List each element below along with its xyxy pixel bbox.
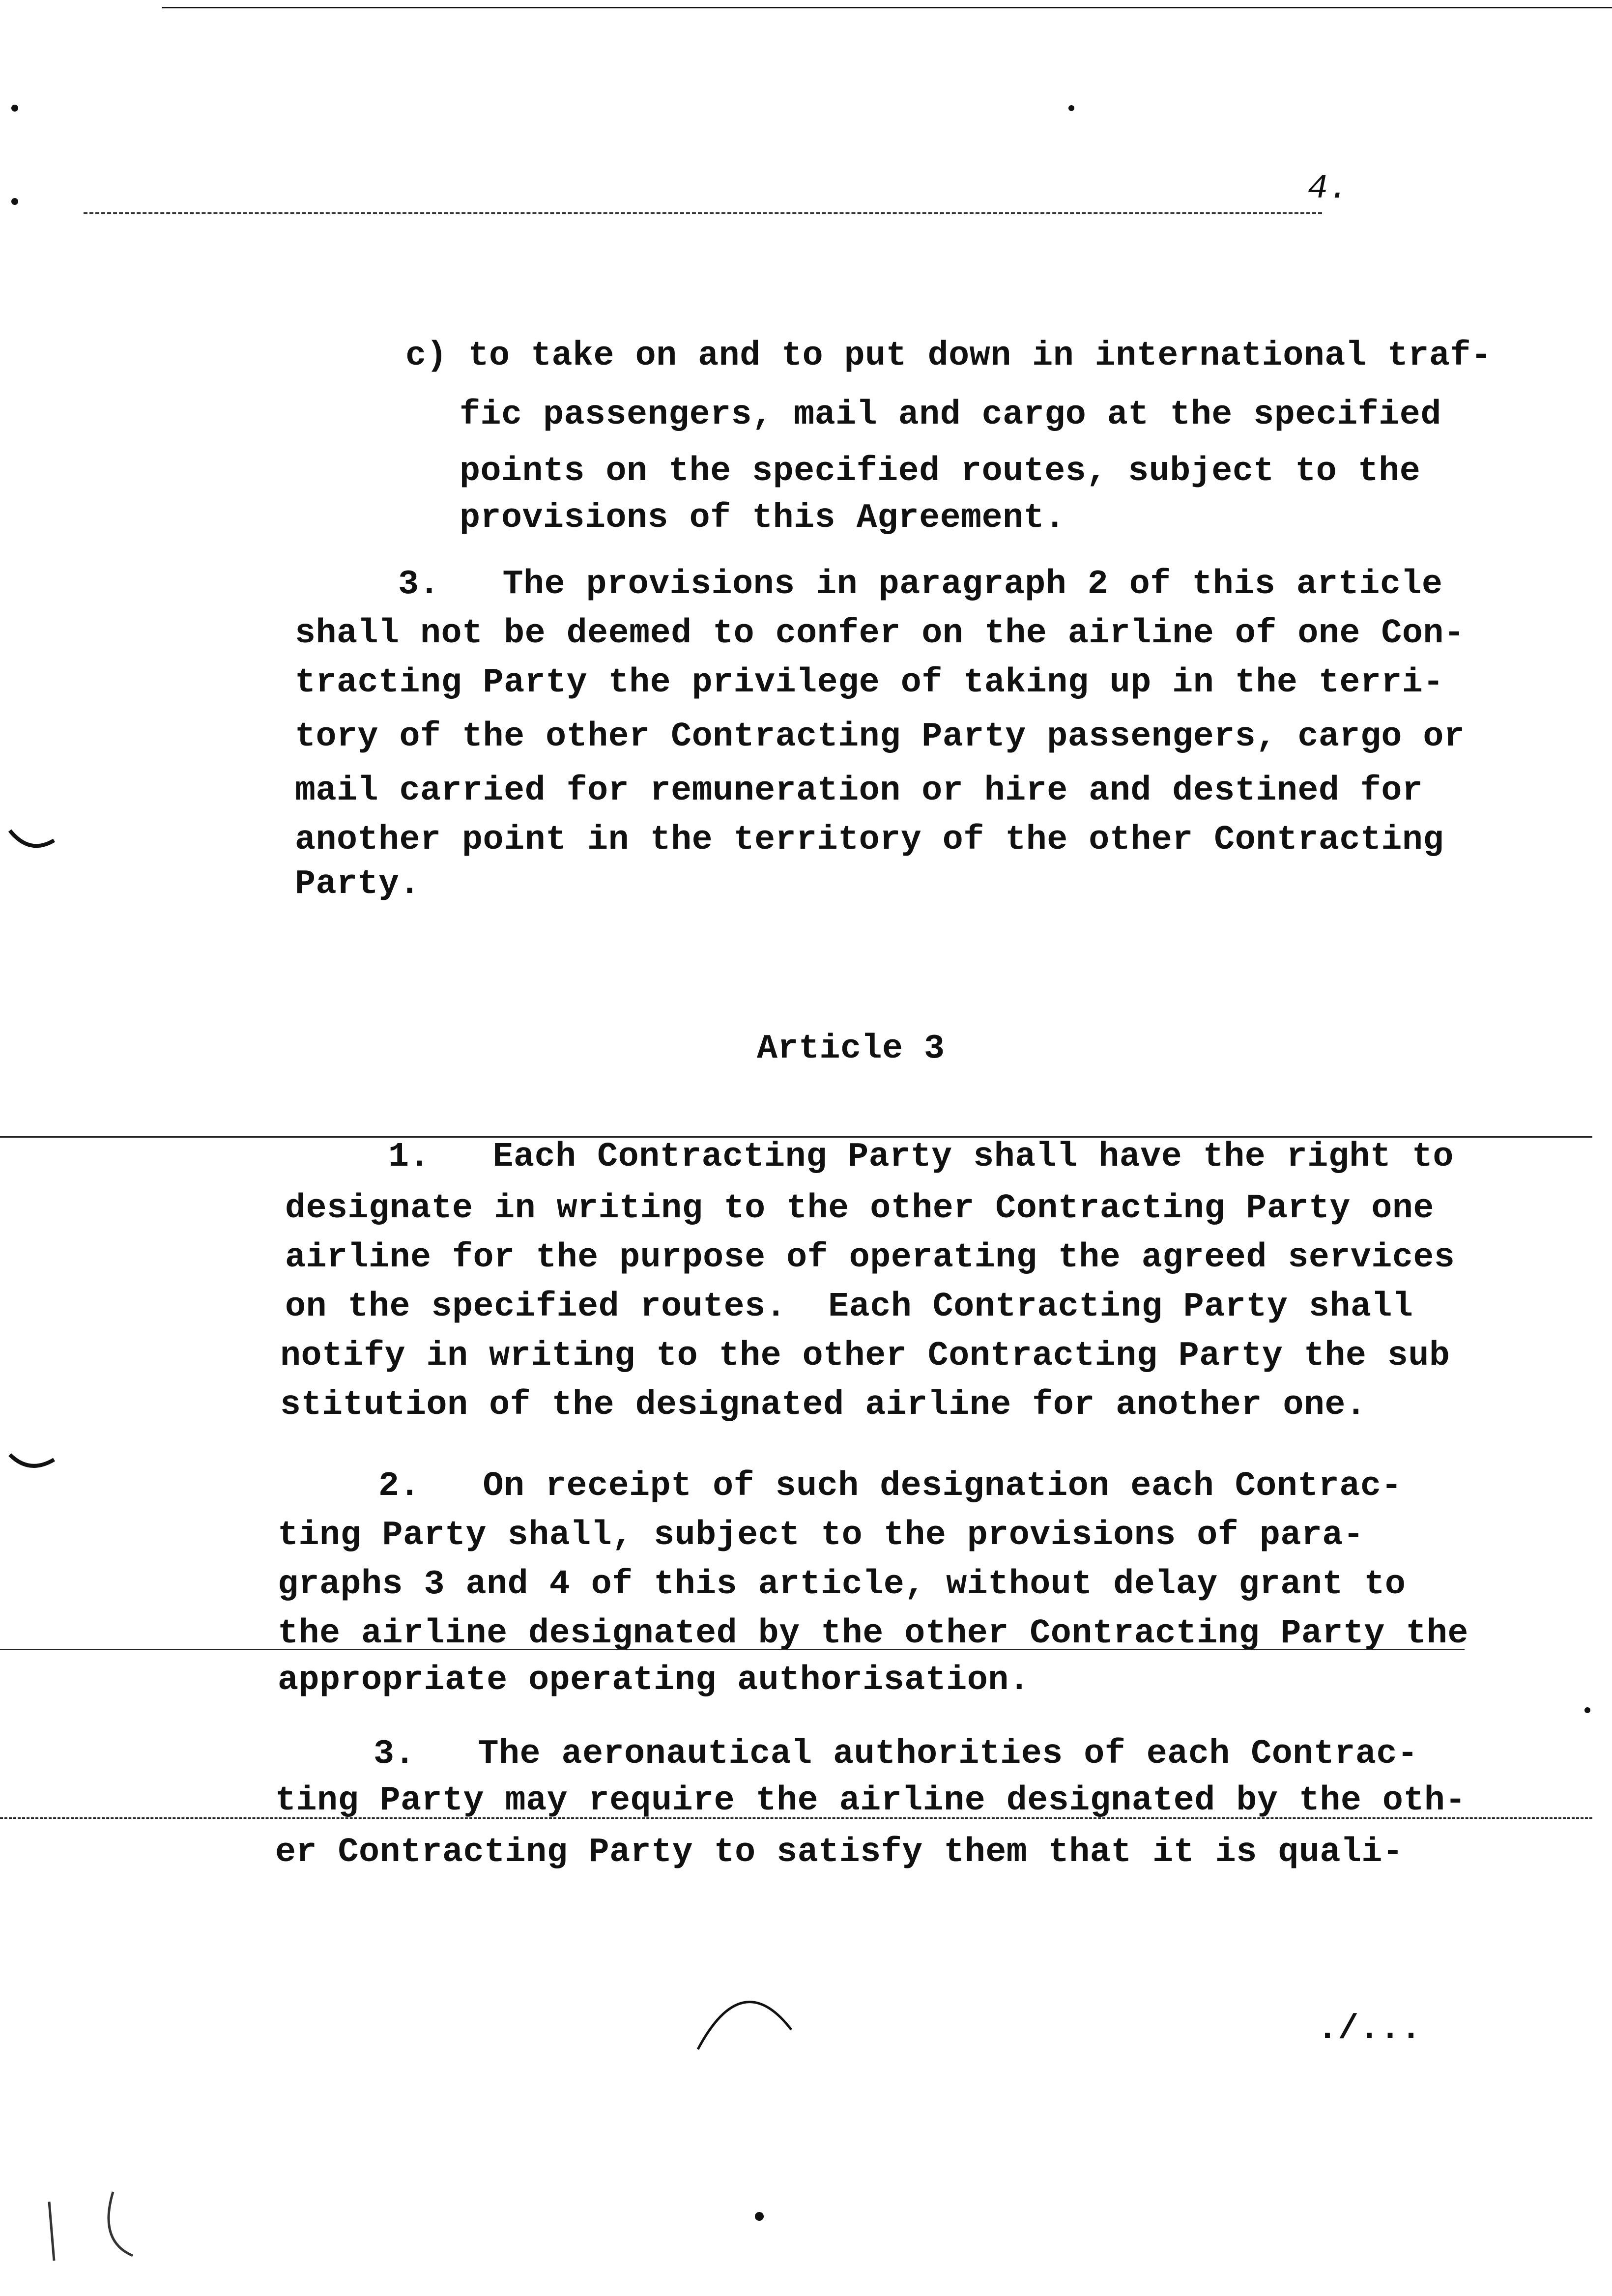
top-rule [162, 7, 1612, 8]
text-line: stitution of the designated airline for another one. [280, 1386, 1367, 1425]
text-line: another point in the territory of the other Contracting [295, 821, 1444, 860]
text-line: tracting Party the privilege of taking up in the terri- [295, 663, 1444, 702]
text-line: on the specified routes. Each Contracting Party shall [285, 1288, 1413, 1326]
text-line: er Contracting Party to satisfy them that it is quali- [275, 1833, 1404, 1872]
article-heading: Article 3 [757, 1030, 945, 1068]
text-line: designate in writing to the other Contracting Party one [285, 1189, 1434, 1228]
text-line: appropriate operating authorisation. [278, 1661, 1030, 1700]
text-line: Party. [295, 865, 421, 904]
text-line: notify in writing to the other Contracting Party the sub [280, 1337, 1450, 1376]
scan-line [0, 1649, 1465, 1650]
text-line: points on the specified routes, subject to the [460, 452, 1421, 491]
text-line: 3. The aeronautical authorities of each Contrac- [374, 1735, 1418, 1774]
text-line: mail carried for remuneration or hire and destined for [295, 772, 1423, 810]
text-line: the airline designated by the other Contracting Party the [278, 1614, 1468, 1653]
continuation-mark: ./... [1317, 2010, 1422, 2049]
text-line: ting Party may require the airline designated by the oth- [275, 1781, 1466, 1820]
text-line: fic passengers, mail and cargo at the specified [460, 396, 1441, 434]
text-line: tory of the other Contracting Party passengers, cargo or [295, 718, 1465, 756]
text-line: provisions of this Agreement. [460, 499, 1065, 538]
text-line: 1. Each Contracting Party shall have the right to [388, 1138, 1454, 1177]
page-number: 4. [1307, 170, 1350, 208]
text-line: shall not be deemed to confer on the airline of one Con- [295, 614, 1465, 653]
text-line: c) to take on and to put down in international traf- [405, 337, 1492, 375]
header-dashed-rule [84, 212, 1322, 214]
scan-dashed-line [0, 1817, 1592, 1819]
text-line: ting Party shall, subject to the provisions of para- [278, 1516, 1364, 1555]
text-line: 3. The provisions in paragraph 2 of this article [398, 565, 1443, 604]
text-line: 2. On receipt of such designation each Contrac- [378, 1467, 1402, 1506]
text-line: graphs 3 and 4 of this article, without delay grant to [278, 1565, 1406, 1604]
text-line: airline for the purpose of operating the agreed services [285, 1238, 1455, 1277]
